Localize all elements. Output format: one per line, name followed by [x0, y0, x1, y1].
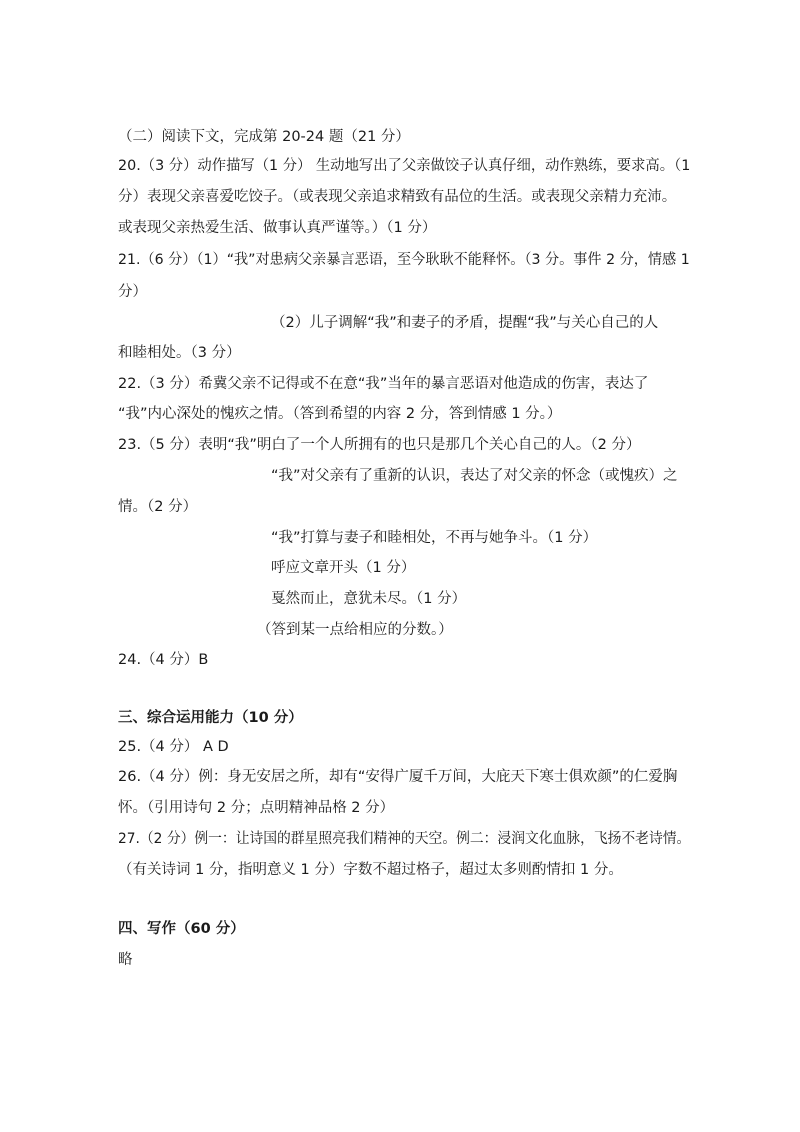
answer-21-line-3: （2）儿子调解“我”和妻子的矛盾，提醒“我”与关心自己的人	[271, 315, 659, 331]
answer-20-line-3: 或表现父亲热爱生活、做事认真严谨等。）（1 分）	[118, 220, 437, 236]
answer-27-line-2: （有关诗词 1 分，指明意义 1 分）字数不超过格子，超过太多则酌情扣 1 分。	[118, 862, 623, 878]
answer-23-line-3: 情。（2 分）	[118, 499, 198, 515]
answer-26-line-2: 怀。（引用诗句 2 分；点明精神品格 2 分）	[118, 800, 395, 816]
section-3-heading: 三、综合运用能力（10 分）	[118, 710, 303, 726]
answer-20-line-2: 分）表现父亲喜爱吃饺子。（或表现父亲追求精致有品位的生活。或表现父亲精力充沛。	[118, 189, 677, 205]
answer-20-line-1: 20.（3 分）动作描写（1 分） 生动地写出了父亲做饺子认真仔细，动作熟练，要求高。（1	[118, 158, 691, 174]
answer-21-line-2: 分）	[118, 284, 147, 300]
answer-24: 24.（4 分）B	[118, 652, 209, 668]
answer-27-line-1: 27.（2 分）例一：让诗国的群星照亮我们精神的天空。例二：浸润文化血脉，飞扬不老诗情。	[118, 831, 691, 847]
answer-writing: 略	[118, 952, 133, 968]
answer-23-line-4: “我”打算与妻子和睦相处，不再与她争斗。（1 分）	[271, 530, 598, 546]
answer-22-line-2: “我”内心深处的愧疚之情。（答到希望的内容 2 分，答到情感 1 分。）	[118, 406, 562, 422]
answer-23-line-1: 23.（5 分）表明“我”明白了一个人所拥有的也只是那几个关心自己的人。（2 分）	[118, 437, 641, 453]
answer-23-line-5: 呼应文章开头（1 分）	[271, 560, 416, 576]
answer-25: 25.（4 分） A D	[118, 739, 229, 755]
answer-22-line-1: 22.（3 分）希冀父亲不记得或不在意“我”当年的暴言恶语对他造成的伤害，表达了	[118, 376, 649, 392]
answer-23-line-2: “我”对父亲有了重新的认识，表达了对父亲的怀念（或愧疚）之	[271, 468, 678, 484]
answer-26-line-1: 26.（4 分）例：身无安居之所，却有“安得广厦千万间，大庇天下寒士俱欢颜”的仁爱胸	[118, 769, 678, 785]
answer-23-line-6: 戛然而止，意犹未尽。（1 分）	[271, 591, 467, 607]
answer-21-line-4: 和睦相处。（3 分）	[118, 345, 241, 361]
answer-23-line-7: （答到某一点给相应的分数。）	[257, 622, 453, 638]
answer-21-line-1: 21.（6 分）（1）“我”对患病父亲暴言恶语，至今耿耿不能释怀。（3 分。事件 2 分，情感 1	[118, 252, 690, 268]
section-4-heading: 四、写作（60 分）	[118, 921, 245, 937]
section-2-heading: （二）阅读下文，完成第 20-24 题（21 分）	[118, 129, 410, 145]
